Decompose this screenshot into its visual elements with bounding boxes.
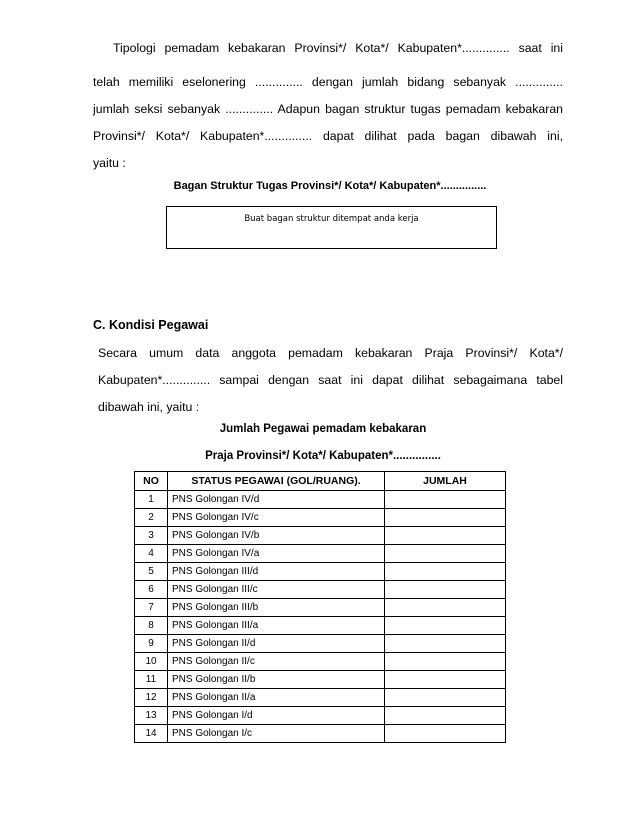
row-jumlah [385,689,506,707]
section-c-line-1: Secara umum data anggota pemadam kebakaran Praja Provinsi*/ Kota*/ [98,346,563,360]
row-no: 8 [135,617,168,635]
org-chart-placeholder-text: Buat bagan struktur ditempat anda kerja [244,214,419,224]
row-no: 12 [135,689,168,707]
intro-line-1: Tipologi pemadam kebakaran Provinsi*/ Kota*/ Kabupaten*.............. saat ini [113,41,563,55]
row-no: 11 [135,671,168,689]
row-no: 9 [135,635,168,653]
intro-line-3: jumlah seksi sebanyak .............. Adapun bagan struktur tugas pemadam kebakaran [93,102,563,116]
table-row [135,707,506,725]
table-header-row [135,472,506,491]
row-jumlah [385,545,506,563]
row-status: PNS Golongan II/c [168,653,385,671]
table-row [135,599,506,617]
table-body [135,491,506,743]
row-jumlah [385,617,506,635]
intro-line-4: Provinsi*/ Kota*/ Kabupaten*.............. dapat dilihat pada bagan dibawah ini, [93,129,563,143]
row-jumlah [385,707,506,725]
row-status: PNS Golongan I/d [168,707,385,725]
row-no: 7 [135,599,168,617]
header-status: STATUS PEGAWAI (GOL/RUANG). [168,472,385,491]
table-row [135,509,506,527]
row-status: PNS Golongan IV/b [168,527,385,545]
table-title-line-1: Jumlah Pegawai pemadam kebakaran [219,423,427,435]
intro-line-5: yaitu : [93,156,126,170]
row-status: PNS Golongan IV/c [168,509,385,527]
row-jumlah [385,563,506,581]
section-c-line-2: Kabupaten*.............. sampai dengan saat ini dapat dilihat sebagaimana tabel [98,373,563,387]
row-jumlah [385,635,506,653]
org-chart-placeholder-box [166,206,497,249]
table-title-line-2: Praja Provinsi*/ Kota*/ Kabupaten*............... [205,450,441,462]
table-row [135,563,506,581]
row-status: PNS Golongan III/d [168,563,385,581]
table-row [135,581,506,599]
row-no: 10 [135,653,168,671]
table-row [135,491,506,509]
row-status: PNS Golongan II/a [168,689,385,707]
row-no: 13 [135,707,168,725]
row-jumlah [385,491,506,509]
section-c-heading: C. Kondisi Pegawai [93,318,209,332]
row-jumlah [385,527,506,545]
header-jumlah: JUMLAH [385,472,506,491]
row-no: 2 [135,509,168,527]
row-jumlah [385,599,506,617]
table-row [135,689,506,707]
row-status: PNS Golongan IV/a [168,545,385,563]
row-no: 5 [135,563,168,581]
table-row [135,725,506,743]
row-no: 3 [135,527,168,545]
row-jumlah [385,725,506,743]
row-status: PNS Golongan II/d [168,635,385,653]
row-jumlah [385,581,506,599]
row-no: 4 [135,545,168,563]
table-row [135,653,506,671]
table-row [135,671,506,689]
row-status: PNS Golongan III/c [168,581,385,599]
row-status: PNS Golongan I/c [168,725,385,743]
row-jumlah [385,509,506,527]
row-status: PNS Golongan III/a [168,617,385,635]
header-no: NO [135,472,168,491]
table-row [135,545,506,563]
row-no: 1 [135,491,168,509]
row-no: 14 [135,725,168,743]
table-row [135,617,506,635]
section-c-line-3: dibawah ini, yaitu : [98,400,200,414]
pegawai-table [134,471,506,743]
org-chart-title: Bagan Struktur Tugas Provinsi*/ Kota*/ Kabupaten*............... [173,180,487,192]
intro-line-2: telah memiliki eselonering .............. dengan jumlah bidang sebanyak .............. [93,75,563,89]
row-jumlah [385,653,506,671]
row-jumlah [385,671,506,689]
row-status: PNS Golongan II/b [168,671,385,689]
row-status: PNS Golongan III/b [168,599,385,617]
row-no: 6 [135,581,168,599]
table-row [135,527,506,545]
table-row [135,635,506,653]
row-status: PNS Golongan IV/d [168,491,385,509]
